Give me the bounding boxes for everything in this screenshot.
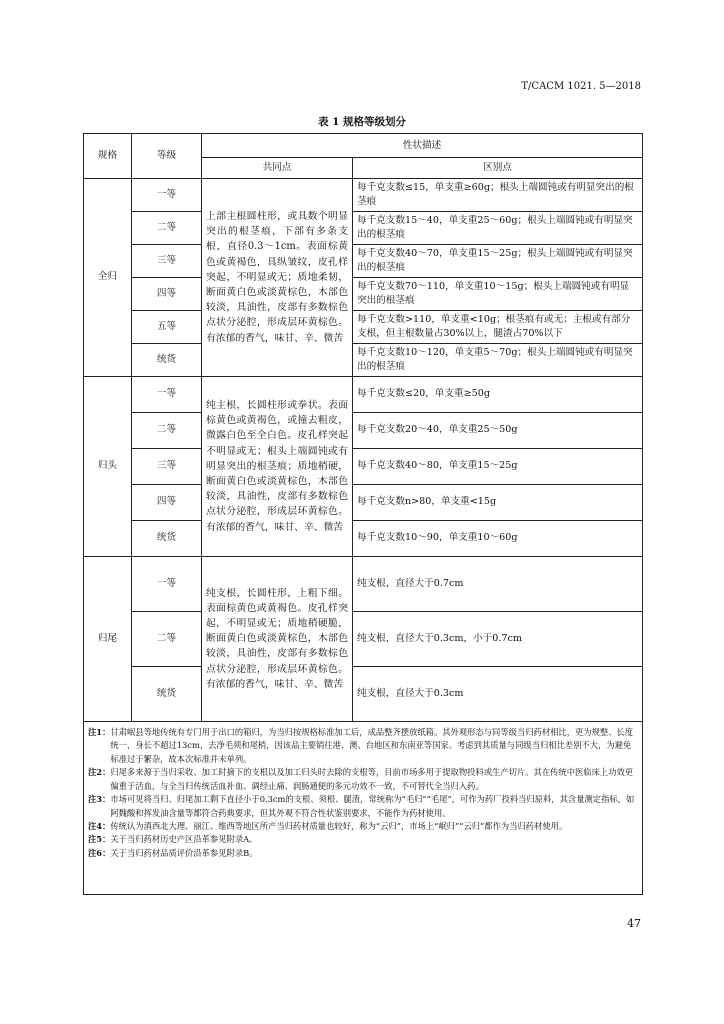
note-item	[88, 820, 638, 833]
header-spec: 规格	[84, 134, 132, 179]
spec-cell: 归头	[84, 376, 132, 556]
table-row	[84, 178, 643, 211]
table-caption: 表 1 规格等级划分	[317, 116, 407, 128]
grade-cell: 二等	[132, 611, 202, 666]
grade-specification-table	[83, 133, 643, 895]
common-traits-cell: 上部主根圆柱形，或具数个明显突出的根茎痕，下部有多条支根，直径0.3～1cm。表面棕黄色或黄褐色，具纵皱纹，皮孔样突起，不明显或无；质地柔韧，断面黄白色或淡黄棕色，木部色较淡，具油性，皮部有多数棕色点状分泌腔，形成层环黄棕色。有浓郁的香气，味甘、辛、微苦	[202, 178, 353, 376]
grade-cell: 四等	[132, 277, 202, 310]
diff-traits-cell: 每千克支数70～110，单支重10～15g；根头上端圆钝或有明显突出的根茎痕	[353, 277, 643, 310]
note-text: 甘肃岷县等地传统有专门用于出口的箱归，为当归按规格标准加工后，成品整齐摆放纸箱。其外观形态与同等级当归药材相比，更为规整、长度统一，身长不超过13cm，去净毛须和尾梢，因该品主要销往港、澳、台地区和东南亚等国家。考虑到其质量与同级当归相比差别不大，为避免标准过于繁杂，故本次标准并未单列。	[110, 726, 634, 764]
header-common: 共同点	[202, 158, 353, 179]
note-item	[88, 793, 638, 820]
diff-traits-cell: 纯支根，直径大于0.7cm	[353, 556, 643, 611]
note-item	[88, 833, 638, 846]
spec-cell: 全归	[84, 178, 132, 376]
note-text: 传统认为滇西北大理、丽江、维西等地区所产当归药材质量也较好，称为“云归”，市场上“岷归”“云归”都作为当归药材使用。	[110, 820, 568, 831]
grade-cell: 一等	[132, 178, 202, 211]
grade-cell: 三等	[132, 448, 202, 484]
note-item	[88, 766, 638, 793]
note-item	[88, 726, 638, 766]
grade-cell: 二等	[132, 211, 202, 244]
notes-row	[84, 721, 643, 894]
grade-cell: 统货	[132, 520, 202, 556]
diff-traits-cell: 纯支根，直径大于0.3cm	[353, 666, 643, 721]
header-trait: 性状描述	[202, 134, 643, 158]
table-row	[84, 556, 643, 611]
diff-traits-cell: 每千克支数10～120，单支重5～70g；根头上端圆钝或有明显突出的根茎痕	[353, 343, 643, 376]
diff-traits-cell: 每千克支数≤20，单支重≥50g	[353, 376, 643, 412]
diff-traits-cell: 每千克支数15～40，单支重25～60g；根头上端圆钝或有明显突出的根茎痕	[353, 211, 643, 244]
note-text: 关于当归药材历史产区沿革参见附录A。	[110, 834, 258, 845]
table-row	[84, 244, 643, 277]
note-text: 归尾多来源于当归采收、加工时摘下的支根以及加工归头时去除的支根等，目前市场多用于提取物投料或生产切片。其在传统中医临床上功效更偏重于活血，与全当归传统活血补血、调经止痛、润肠通便的多元功效不一致，不可替代全当归入药。	[110, 767, 634, 791]
diff-traits-cell: 每千克支数40～70，单支重15～25g；根头上端圆钝或有明显突出的根茎痕	[353, 244, 643, 277]
diff-traits-cell: 每千克支数n>80，单支重<15g	[353, 484, 643, 520]
diff-traits-cell: 每千克支数10～90，单支重10～60g	[353, 520, 643, 556]
table-row	[84, 412, 643, 448]
note-label: 注5：	[88, 834, 111, 845]
table-row	[84, 611, 643, 666]
table-row	[84, 343, 643, 376]
table-row	[84, 520, 643, 556]
diff-traits-cell: 每千克支数20～40，单支重25～50g	[353, 412, 643, 448]
grade-cell: 一等	[132, 376, 202, 412]
grade-cell: 五等	[132, 310, 202, 343]
note-label: 注4：	[88, 820, 111, 831]
note-label: 注6：	[88, 847, 111, 858]
note-label: 注2：	[88, 767, 111, 778]
grade-cell: 统货	[132, 343, 202, 376]
notes-cell	[84, 721, 643, 894]
standard-code: T/CACM 1021. 5—2018	[521, 81, 641, 92]
table-row	[84, 211, 643, 244]
grade-cell: 二等	[132, 412, 202, 448]
table-row	[84, 376, 643, 412]
common-traits-cell: 纯主根，长圆柱形或拳状。表面棕黄色或黄褐色，或撞去粗皮，微露白色至全白色。皮孔样突起不明显或无；根头上端圆钝或有明显突出的根茎痕；质地稍硬，断面黄白色或淡黄棕色，木部色较淡，具油性，皮部有多数棕色点状分泌腔，形成层环黄棕色。有浓郁的香气，味甘、辛、微苦	[202, 376, 353, 556]
common-traits-cell: 纯支根，长圆柱形，上粗下细。表面棕黄色或黄褐色。皮孔样突起，不明显或无；质地稍硬脆，断面黄白色或淡黄棕色，木部色较淡，具油性，皮部有多数棕色点状分泌腔，形成层环黄棕色。有浓郁的香气，味甘、辛、微苦	[202, 556, 353, 721]
diff-traits-cell: 纯支根，直径大于0.3cm，小于0.7cm	[353, 611, 643, 666]
grade-cell: 统货	[132, 666, 202, 721]
note-item	[88, 847, 638, 860]
diff-traits-cell: 每千克支数40～80，单支重15～25g	[353, 448, 643, 484]
grade-cell: 三等	[132, 244, 202, 277]
note-label: 注1：	[88, 726, 111, 737]
note-text: 关于当归药材品质评价沿革参见附录B。	[110, 847, 258, 858]
page-number: 47	[627, 917, 641, 930]
table-row	[84, 448, 643, 484]
header-diff: 区别点	[353, 158, 643, 179]
table-row	[84, 310, 643, 343]
diff-traits-cell: 每千克支数≤15，单支重≥60g；根头上端圆钝或有明显突出的根茎痕	[353, 178, 643, 211]
note-label: 注3：	[88, 794, 111, 805]
grade-cell: 四等	[132, 484, 202, 520]
spec-cell: 归尾	[84, 556, 132, 721]
table-row	[84, 666, 643, 721]
table-row	[84, 277, 643, 310]
header-grade: 等级	[132, 134, 202, 179]
note-text: 市场可见将当归、归尾加工剩下直径小于0.3cm的支根、须根、腿渣，常统称为“毛归”“毛尾”，可作为药厂投料当归原料，其含量测定指标，如阿魏酸和挥发油含量等都符合药典要求，但其外观不符合性状鉴别要求，不能作为药材使用。	[110, 794, 635, 818]
diff-traits-cell: 每千克支数>110，单支重<10g；根茎痕有或无；主根或有部分支根，但主根数量占30%以上，腿渣占70%以下	[353, 310, 643, 343]
table-row	[84, 484, 643, 520]
grade-cell: 一等	[132, 556, 202, 611]
